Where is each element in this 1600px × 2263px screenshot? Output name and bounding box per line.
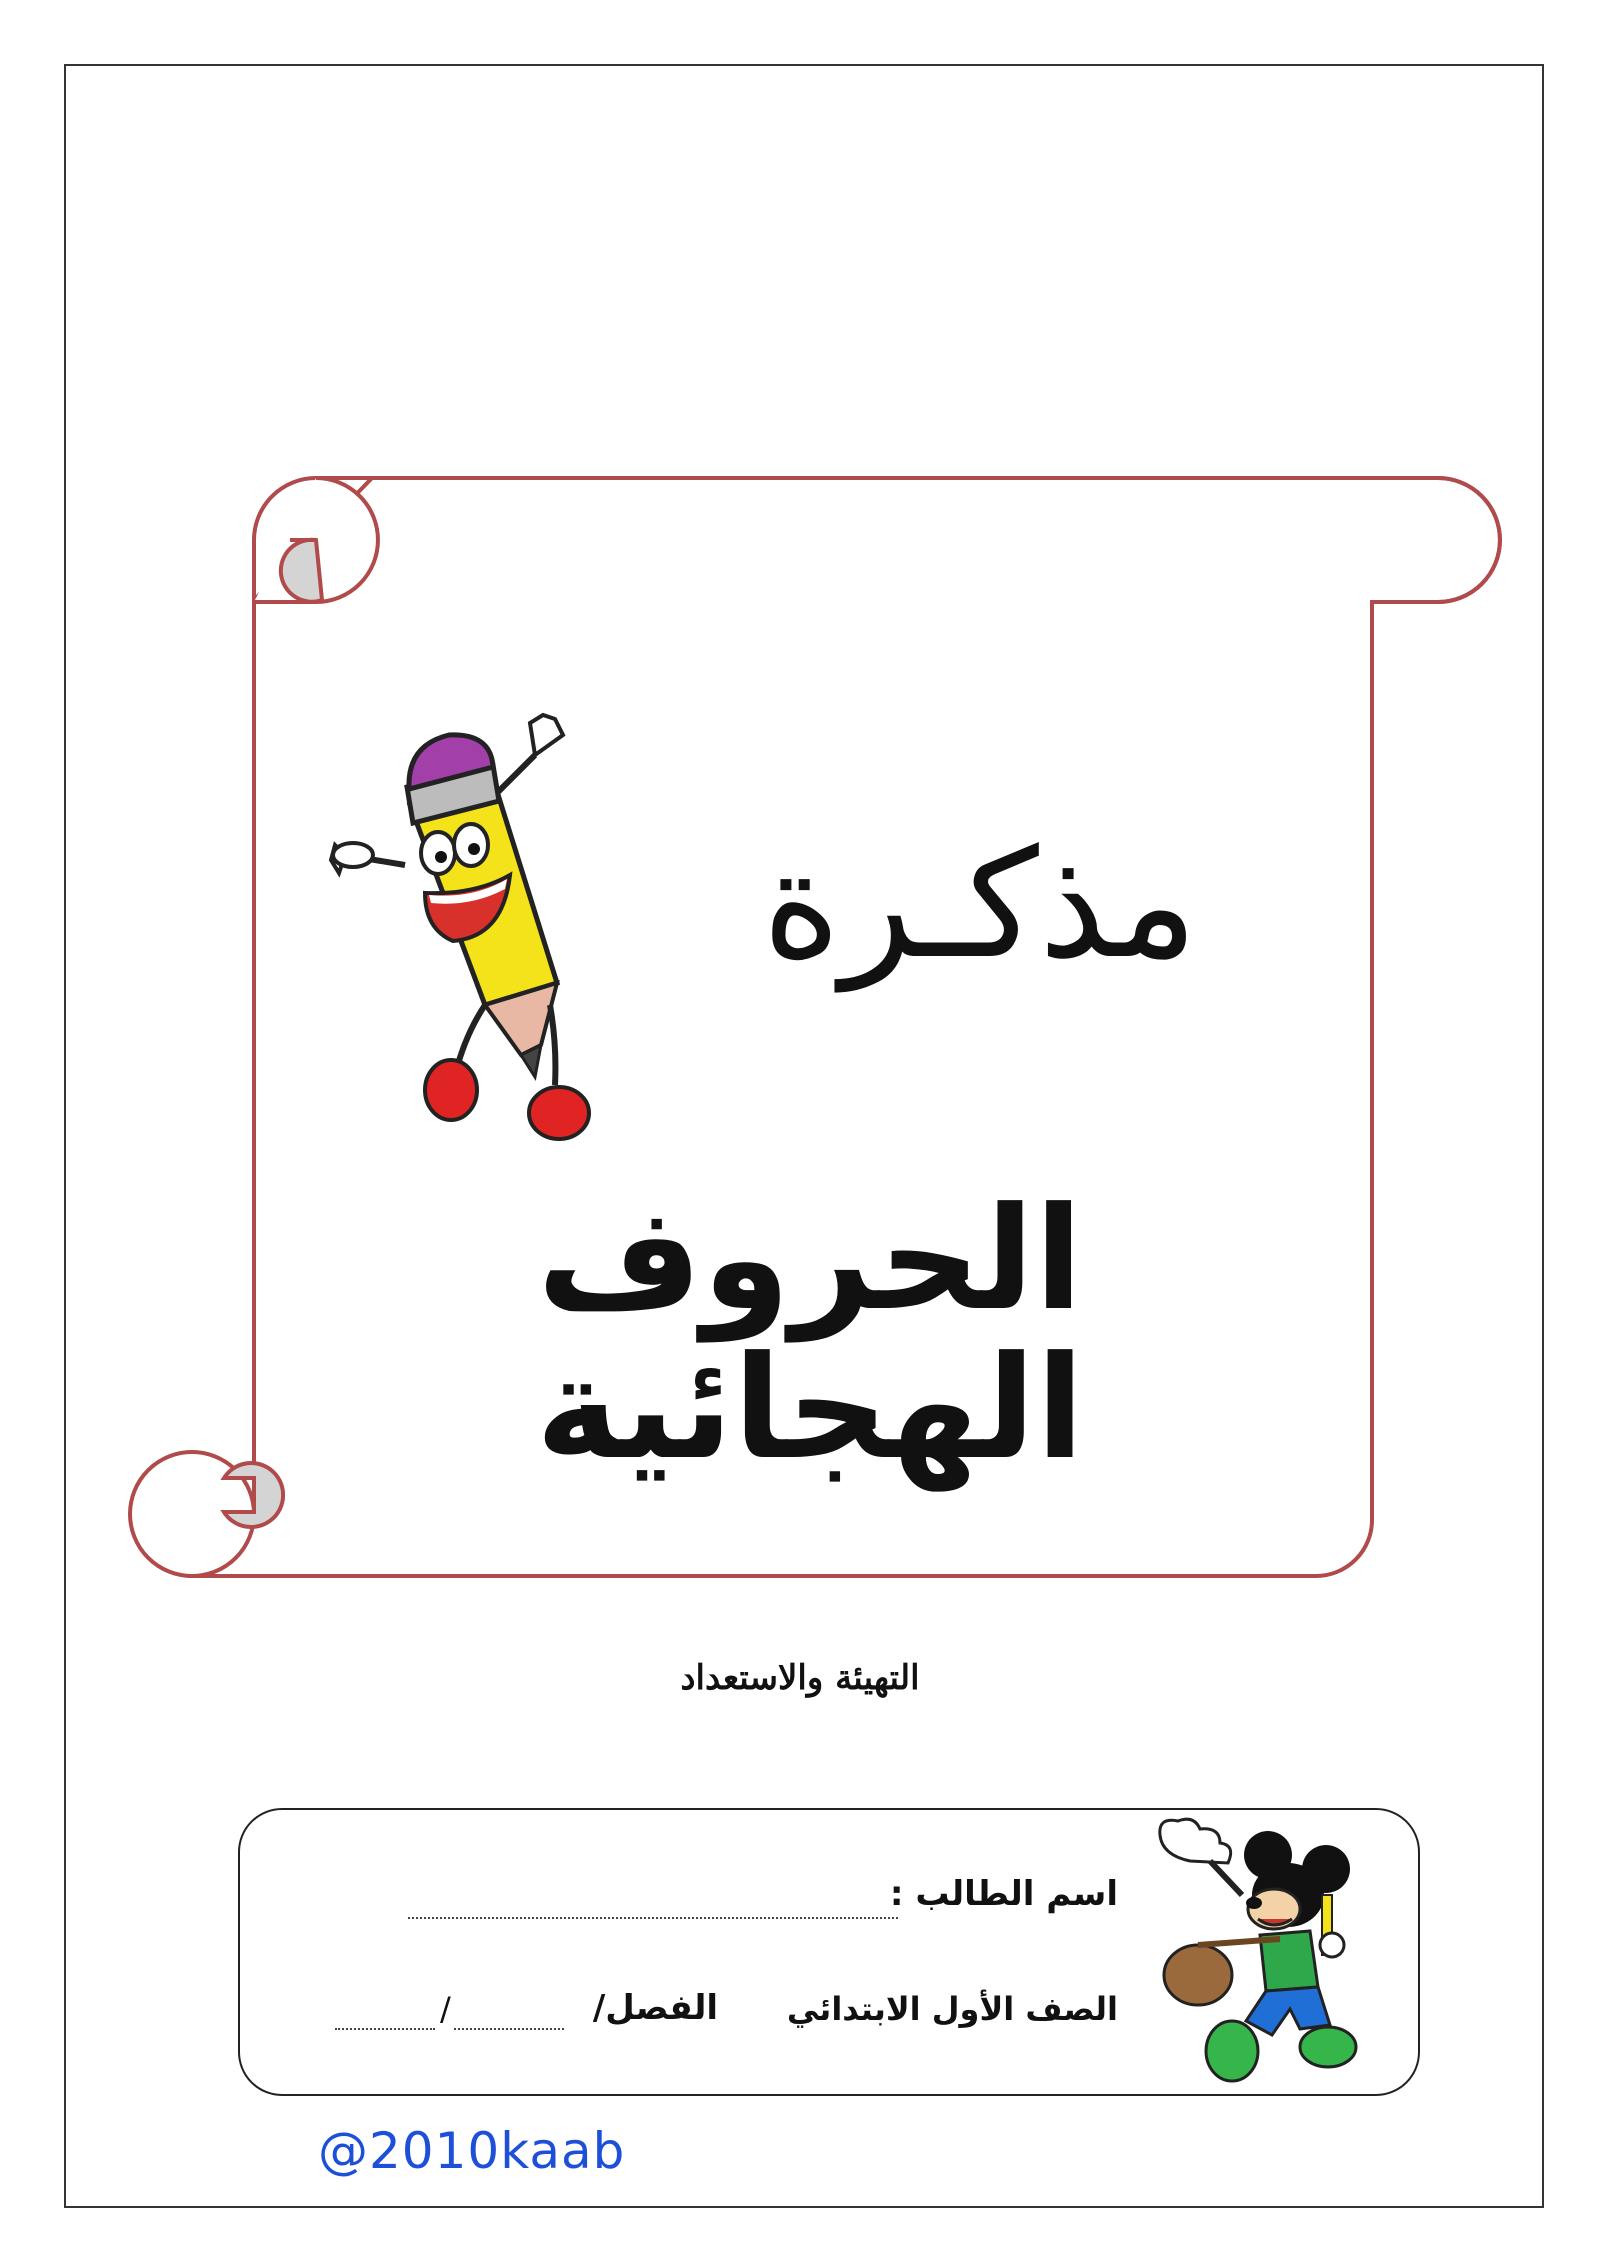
class-line-2[interactable] (454, 2028, 564, 2030)
grade-label: الصف الأول الابتدائي (786, 1990, 1118, 2028)
memo-title: مذكـرة (762, 818, 1198, 992)
alphabet-title: الحروف الهجائية (535, 1177, 1085, 1492)
student-name-label: اسم الطالب : (889, 1874, 1118, 1914)
author-handle[interactable]: @2010kaab (318, 2122, 626, 2180)
class-line-1[interactable] (335, 2028, 435, 2030)
mouse-student-mascot-icon (1150, 1815, 1360, 2095)
class-label: الفصل/ (592, 1988, 718, 2028)
pencil-mascot-icon (325, 705, 615, 1175)
subtitle-readiness: التهيئة والاستعداد (680, 1658, 920, 1698)
student-name-line[interactable] (408, 1917, 898, 1919)
class-separator: / (440, 1990, 451, 2028)
